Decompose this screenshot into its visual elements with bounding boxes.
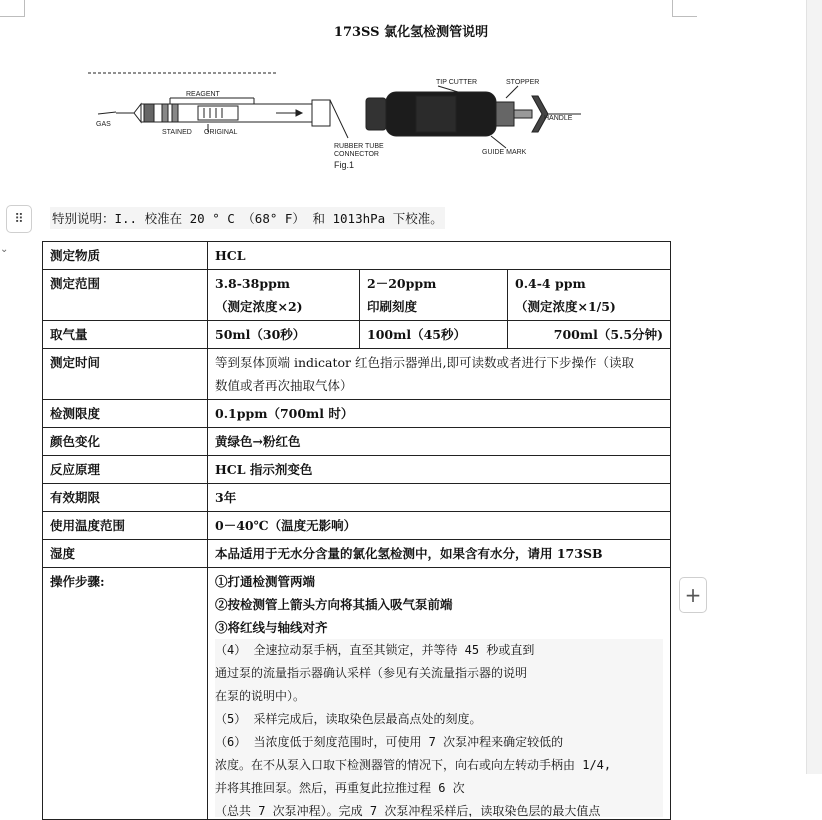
row-value: 黄绿色→粉红色 <box>208 428 671 456</box>
sampling-cell: 700ml（5.5分钟) <box>508 321 671 349</box>
step-line: ②按检测管上箭头方向将其插入吸气泵前端 <box>215 597 453 612</box>
guide-mark-label: GUIDE MARK <box>482 149 527 156</box>
row-value: 0－40℃（温度无影响） <box>208 512 671 540</box>
handle-label: HANDLE <box>544 115 573 122</box>
table-row <box>43 242 671 270</box>
connector-label: CONNECTOR <box>334 151 379 158</box>
stained-label: STAINED <box>162 129 192 136</box>
page-corner-marker <box>672 0 697 17</box>
step-line: （5） 采样完成后，读取染色层最高点处的刻度。 <box>215 708 663 731</box>
step-line: （4） 全速拉动泵手柄，直至其锁定，并等待 45 秒或直到 <box>215 639 663 662</box>
row-label: 检测限度 <box>43 400 208 428</box>
original-label: ORIGINAL <box>204 129 238 136</box>
table-row <box>43 568 671 820</box>
document-title: 173SS 氯化氢检测管说明 <box>333 25 489 40</box>
sampling-cell: 100ml（45秒） <box>360 321 508 349</box>
page-corner-marker <box>0 0 25 17</box>
chevron-down-icon[interactable]: ⌄ <box>0 244 9 255</box>
row-label: 反应原理 <box>43 456 208 484</box>
table-row <box>43 456 671 484</box>
step-line: （总共 7 次泵冲程）。完成 7 次泵冲程采样后，读取染色层的最大值点 <box>215 800 663 817</box>
row-label: 湿度 <box>43 540 208 568</box>
steps-cell <box>208 568 671 820</box>
step-line: ③将红线与轴线对齐 <box>215 620 328 635</box>
step-line: 浓度。在不从泵入口取下检测器管的情况下，向右或向左转动手柄由 1/4, <box>215 754 663 777</box>
range-cell: 3.8-38ppm （测定浓度×2) <box>208 270 360 321</box>
table-row <box>43 321 671 349</box>
table-row <box>43 270 671 321</box>
row-label: 取气量 <box>43 321 208 349</box>
row-label: 测定范围 <box>43 270 208 321</box>
row-value: HCL 指示剂变色 <box>208 456 671 484</box>
reagent-label: REAGENT <box>186 91 220 98</box>
row-value: HCL <box>208 242 671 270</box>
calibration-note: 特别说明：I.. 校准在 20 ° C （68° F） 和 1013hPa 下校准。 <box>50 207 445 229</box>
detector-tube-figure <box>86 68 586 174</box>
spec-table <box>42 241 671 820</box>
table-row <box>43 512 671 540</box>
row-label: 测定时间 <box>43 349 208 400</box>
row-value: 0.1ppm（700ml 时） <box>208 400 671 428</box>
tip-cutter-label: TIP CUTTER <box>436 79 478 86</box>
step-line: 在泵的说明中）。 <box>215 685 663 708</box>
step-line: ①打通检测管两端 <box>215 574 316 589</box>
row-value: 本品适用于无水分含量的氯化氢检测中，如果含有水分，请用 173SB <box>208 540 671 568</box>
table-row <box>43 540 671 568</box>
table-row <box>43 400 671 428</box>
row-label: 颜色变化 <box>43 428 208 456</box>
gas-label: GAS <box>96 121 111 128</box>
table-row <box>43 484 671 512</box>
row-value: 等到泵体顶端 indicator 红色指示器弹出,即可读数或者进行下步操作（读取 数值或者再次抽取气体） <box>208 349 671 400</box>
step-line: 并将其推回泵。然后，再重复此拉推过程 6 次 <box>215 777 663 800</box>
row-label: 测定物质 <box>43 242 208 270</box>
rubber-tube-label: RUBBER TUBE <box>334 143 384 150</box>
row-label: 使用温度范围 <box>43 512 208 540</box>
block-drag-handle[interactable]: ⠿ <box>6 205 32 233</box>
sampling-cell: 50ml（30秒） <box>208 321 360 349</box>
step-line: （6） 当浓度低于刻度范围时，可使用 7 次泵冲程来确定较低的 <box>215 731 663 754</box>
add-block-button[interactable]: + <box>679 577 707 613</box>
row-label: 操作步骤: <box>43 568 208 820</box>
table-row <box>43 428 671 456</box>
row-label: 有效期限 <box>43 484 208 512</box>
fig-label: Fig.1 <box>334 160 355 170</box>
table-row <box>43 349 671 400</box>
stopper-label: STOPPER <box>506 79 540 86</box>
row-value: 3年 <box>208 484 671 512</box>
range-cell: 0.4-4 ppm （测定浓度×1/5) <box>508 270 671 321</box>
range-cell: 2－20ppm 印刷刻度 <box>360 270 508 321</box>
step-line: 通过泵的流量指示器确认采样（参见有关流量指示器的说明 <box>215 662 663 685</box>
right-gutter <box>806 0 822 774</box>
